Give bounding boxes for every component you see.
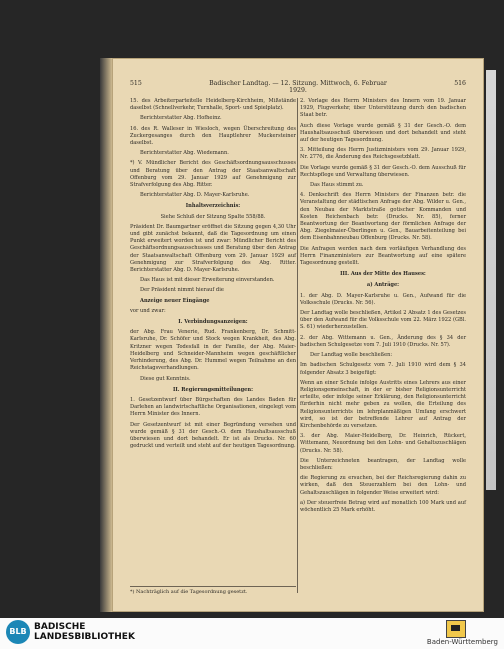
page-header bbox=[130, 80, 466, 92]
leftcol-paragraph: 16. des R. Walleser in Wiesloch, wegen Überschreitung des Zuckergesanges durch den Hauptlehrer Muckersteiner daselbst. bbox=[130, 125, 296, 147]
rightcol-paragraph: Der Landtag wolle beschließen, Artikel 2 Absatz 1 des Gesetzes über den Aufwand für die Volksschule vom 22. März 1922 (GBl. S. 61) wiederherzustellen. bbox=[300, 310, 466, 331]
leftcol-paragraph: 15. des Arbeiterparteitelle Heidelberg-Kirchheim, Mißstände daselbst (Schnellverkehr, Turnhalle, Sport- und Spielplatz). bbox=[130, 98, 296, 112]
leftcol-paragraph: der Abg. Frau Venerie, Rud. Frankenberg, Dr. Schmitt-Karlsruhe, Dr. Schöfer und Stock wegen Krankheit, des Abg. Kritzner wegen Todesfall in der Familie, der Abg. Maier-Heidelberg und Schneider-Mannheim wegen geschäftlicher Verhinderung, des Abg. Dr. Hummel wegen Teilnahme an den Reichstagsverhandlungen. bbox=[130, 329, 296, 372]
leftcol-paragraph: Berichterstatter Abg. D. Mayer-Karlsruhe. bbox=[140, 192, 250, 199]
leftcol-paragraph: Berichterstatter Abg. Wiedemann. bbox=[140, 150, 229, 157]
rightcol-paragraph: Im badischen Schulgesetz vom 7. Juli 1910 wird dem § 34 folgender Absatz 3 beigefügt: bbox=[300, 362, 466, 376]
footnote: *) Nachträglich auf die Tagesordnung gesetzt. bbox=[130, 586, 296, 595]
rightcol-paragraph: a) Der steuerfreie Betrag wird auf monatlich 100 Mark und auf wöchentlich 25 Mark erhöht. bbox=[300, 499, 466, 513]
blb-logo-icon[interactable]: BLB bbox=[6, 620, 30, 644]
leftcol-heading: II. Regierungsmitteilungen: bbox=[173, 386, 253, 393]
document-page bbox=[112, 58, 484, 612]
leftcol-paragraph: vor und zwar: bbox=[130, 307, 166, 314]
rightcol-paragraph: Der Landtag wolle beschließen: bbox=[310, 352, 393, 359]
rightcol-paragraph: Auch diese Vorlage wurde gemäß § 31 der Gesch.-O. dem Haushaltsausschuß überwiesen und dort behandelt und steht auf der heutigen Tagesordnung. bbox=[300, 122, 466, 144]
blb-line-1: BADISCHE bbox=[34, 622, 86, 632]
left-page-number: 515 bbox=[130, 80, 142, 87]
running-title: Badischer Landtag. — 12. Sitzung. Mittwoch, 6. Februar 1929. bbox=[209, 80, 387, 94]
rightcol-paragraph: die Regierung zu ersuchen, bei der Reichsregierung dahin zu wirken, daß den Steuerzahlern bei den Lohn- und Gehaltszuschlägen in folgender Weise erweitert wird: bbox=[300, 475, 466, 496]
left-column bbox=[130, 98, 296, 453]
blb-line-2: LANDESBIBLIOTHEK bbox=[34, 632, 135, 642]
leftcol-paragraph: Der Gesetzentwurf ist mit einer Begründung versehen und wurde gemäß § 31 der Gesch.-O. dem Haushaltsausschuß überwiesen und dort behandelt. Er ist als Drucks. Nr. 60 gedruckt und verteilt und steht auf der heutigen Tagesordnung. bbox=[130, 421, 296, 450]
rightcol-paragraph: 3. Mitteilung des Herrn Justizministers vom 29. Januar 1929, Nr. 2776, die Änderung des Reichsgesetzblatt. bbox=[300, 147, 466, 161]
page-binding-shadow bbox=[100, 58, 112, 612]
scan-ruler bbox=[486, 70, 496, 490]
rightcol-paragraph: Die Unterzeichneten beantragen, der Landtag wolle beschließen: bbox=[300, 457, 466, 471]
leftcol-paragraph: 1. Gesetzentwurf über Bürgschaften des Landes Baden für Darlehen an landwirtschaftliche Organisationen, eingelegt vom Herrn Minister des Innern. bbox=[130, 396, 296, 418]
leftcol-paragraph: Anzeige neuer Eingänge bbox=[140, 297, 210, 304]
rightcol-paragraph: 2. der Abg. Wittemann u. Gen., Änderung des § 34 der badischen Schulgesetze vom 7. Juli 1910 (Drucks. Nr. 57). bbox=[300, 334, 466, 348]
leftcol-paragraph: *) V. Mündlicher Bericht des Geschäftsordnungsausschusses und Beratung über den Antrag der Staatsanwaltschaft Offenburg vom 29. Januar 1929 auf Genehmigung zur Strafverfolgung des Abg. Ritter. bbox=[130, 160, 296, 189]
baden-wuerttemberg-name[interactable]: Baden-Württemberg bbox=[426, 638, 498, 646]
rightcol-heading: III. Aus der Mitte des Hauses: bbox=[340, 271, 426, 278]
blb-name[interactable] bbox=[34, 622, 135, 642]
leftcol-paragraph: Diese gut Kenntnis. bbox=[140, 375, 191, 382]
right-column bbox=[300, 98, 466, 517]
rightcol-paragraph: Die Vorlage wurde gemäß § 31 der Gesch.-O. dem Ausschuß für Rechtspflege und Verwaltung überwiesen. bbox=[300, 164, 466, 178]
rightcol-paragraph: 4. Denkschrift des Herrn Ministers der Finanzen betr. die Veranstaltung der städtischen Anfrage der Abg. Wilder u. Gen., den Neubau der Marktstraße gotischer Kommanden und Kosten Reichenbach betr. (Drucks. Nr. 85), ferner Beantwortung der Beantwortung der förmlichen Anfrage der Abg. Ziegelmaier-Überlingen u. Gen., Bauarbeitenteilung bei dem Eisenbahnneubau Offenburg (Drucks. Nr. 58). bbox=[300, 192, 466, 242]
leftcol-paragraph: Der Präsident nimmt hierauf die bbox=[140, 287, 224, 294]
footer-bar bbox=[0, 618, 504, 649]
rightcol-paragraph: Wenn an einer Schule infolge Austritts eines Lehrers aus einer Religionsgemeinschaft, in der er bisher Religionsunterricht erteilte, oder infolge seiner Erklärung, den Religionsunterricht fürderhin nicht mehr geben zu wollen, die Erteilung des Religionsunterrichts im lehrplanmäßigen Umfang erschwert wird, so ist der betreffende Lehrer auf Antrag der Kirchenbehörde zu versetzen. bbox=[300, 379, 466, 429]
column-divider bbox=[297, 98, 298, 593]
leftcol-heading: I. Verbindungsanzeigen: bbox=[178, 319, 248, 326]
leftcol-heading: Inhaltsverzeichnis: bbox=[185, 203, 241, 210]
rightcol-paragraph: 2. Vorlage des Herrn Ministers des Innern vom 19. Januar 1929, Flugverkehr, über Unterstützung durch den badischen Staat betr. bbox=[300, 98, 466, 119]
right-page-number: 516 bbox=[454, 80, 466, 87]
rightcol-paragraph: Die Anfragen werden nach dem vorläufigen Verhandlung des Herrn Finanzministers zur Beantwortung auf eine spätere Tagesordnung gestellt. bbox=[300, 245, 466, 267]
rightcol-paragraph: 3. der Abg. Maier-Heidelberg, Dr. Heinrich, Rückert, Wittemann, Neuordnung bei den Lohn- und Gehaltszuschlägen (Drucks. Nr. 58). bbox=[300, 433, 466, 454]
leftcol-paragraph: Siehe Schluß der Sitzung Spalte 558/88. bbox=[160, 213, 266, 220]
rightcol-paragraph: Das Haus stimmt zu. bbox=[310, 182, 364, 189]
rightcol-paragraph: 1. der Abg. D. Mayer-Karlsruhe u. Gen., Aufwand für die Volksschule (Drucks. Nr. 56). bbox=[300, 292, 466, 306]
leftcol-paragraph: Das Haus ist mit dieser Erweiterung einverstanden. bbox=[140, 277, 275, 284]
leftcol-paragraph: Berichterstatter Abg. Hofheinz. bbox=[140, 115, 222, 122]
leftcol-paragraph: Präsident Dr. Baumgartner eröffnet die Sitzung gegen 4,30 Uhr und gibt zunächst bekannt, daß die Tagesordnung um einen Punkt erweitert worden ist und zwar: Mündlicher Bericht des Geschäftsordnungsausschusses und Beratung über den Antrag der Staatsanwaltschaft Offenburg vom 29. Januar 1929 auf Genehmigung zur Strafverfolgung des Abg. Ritter. Berichterstatter Abg. D. Mayer-Karlsruhe. bbox=[130, 223, 296, 274]
baden-wuerttemberg-emblem-icon[interactable] bbox=[446, 620, 466, 638]
rightcol-heading: a) Anträge: bbox=[366, 282, 400, 289]
